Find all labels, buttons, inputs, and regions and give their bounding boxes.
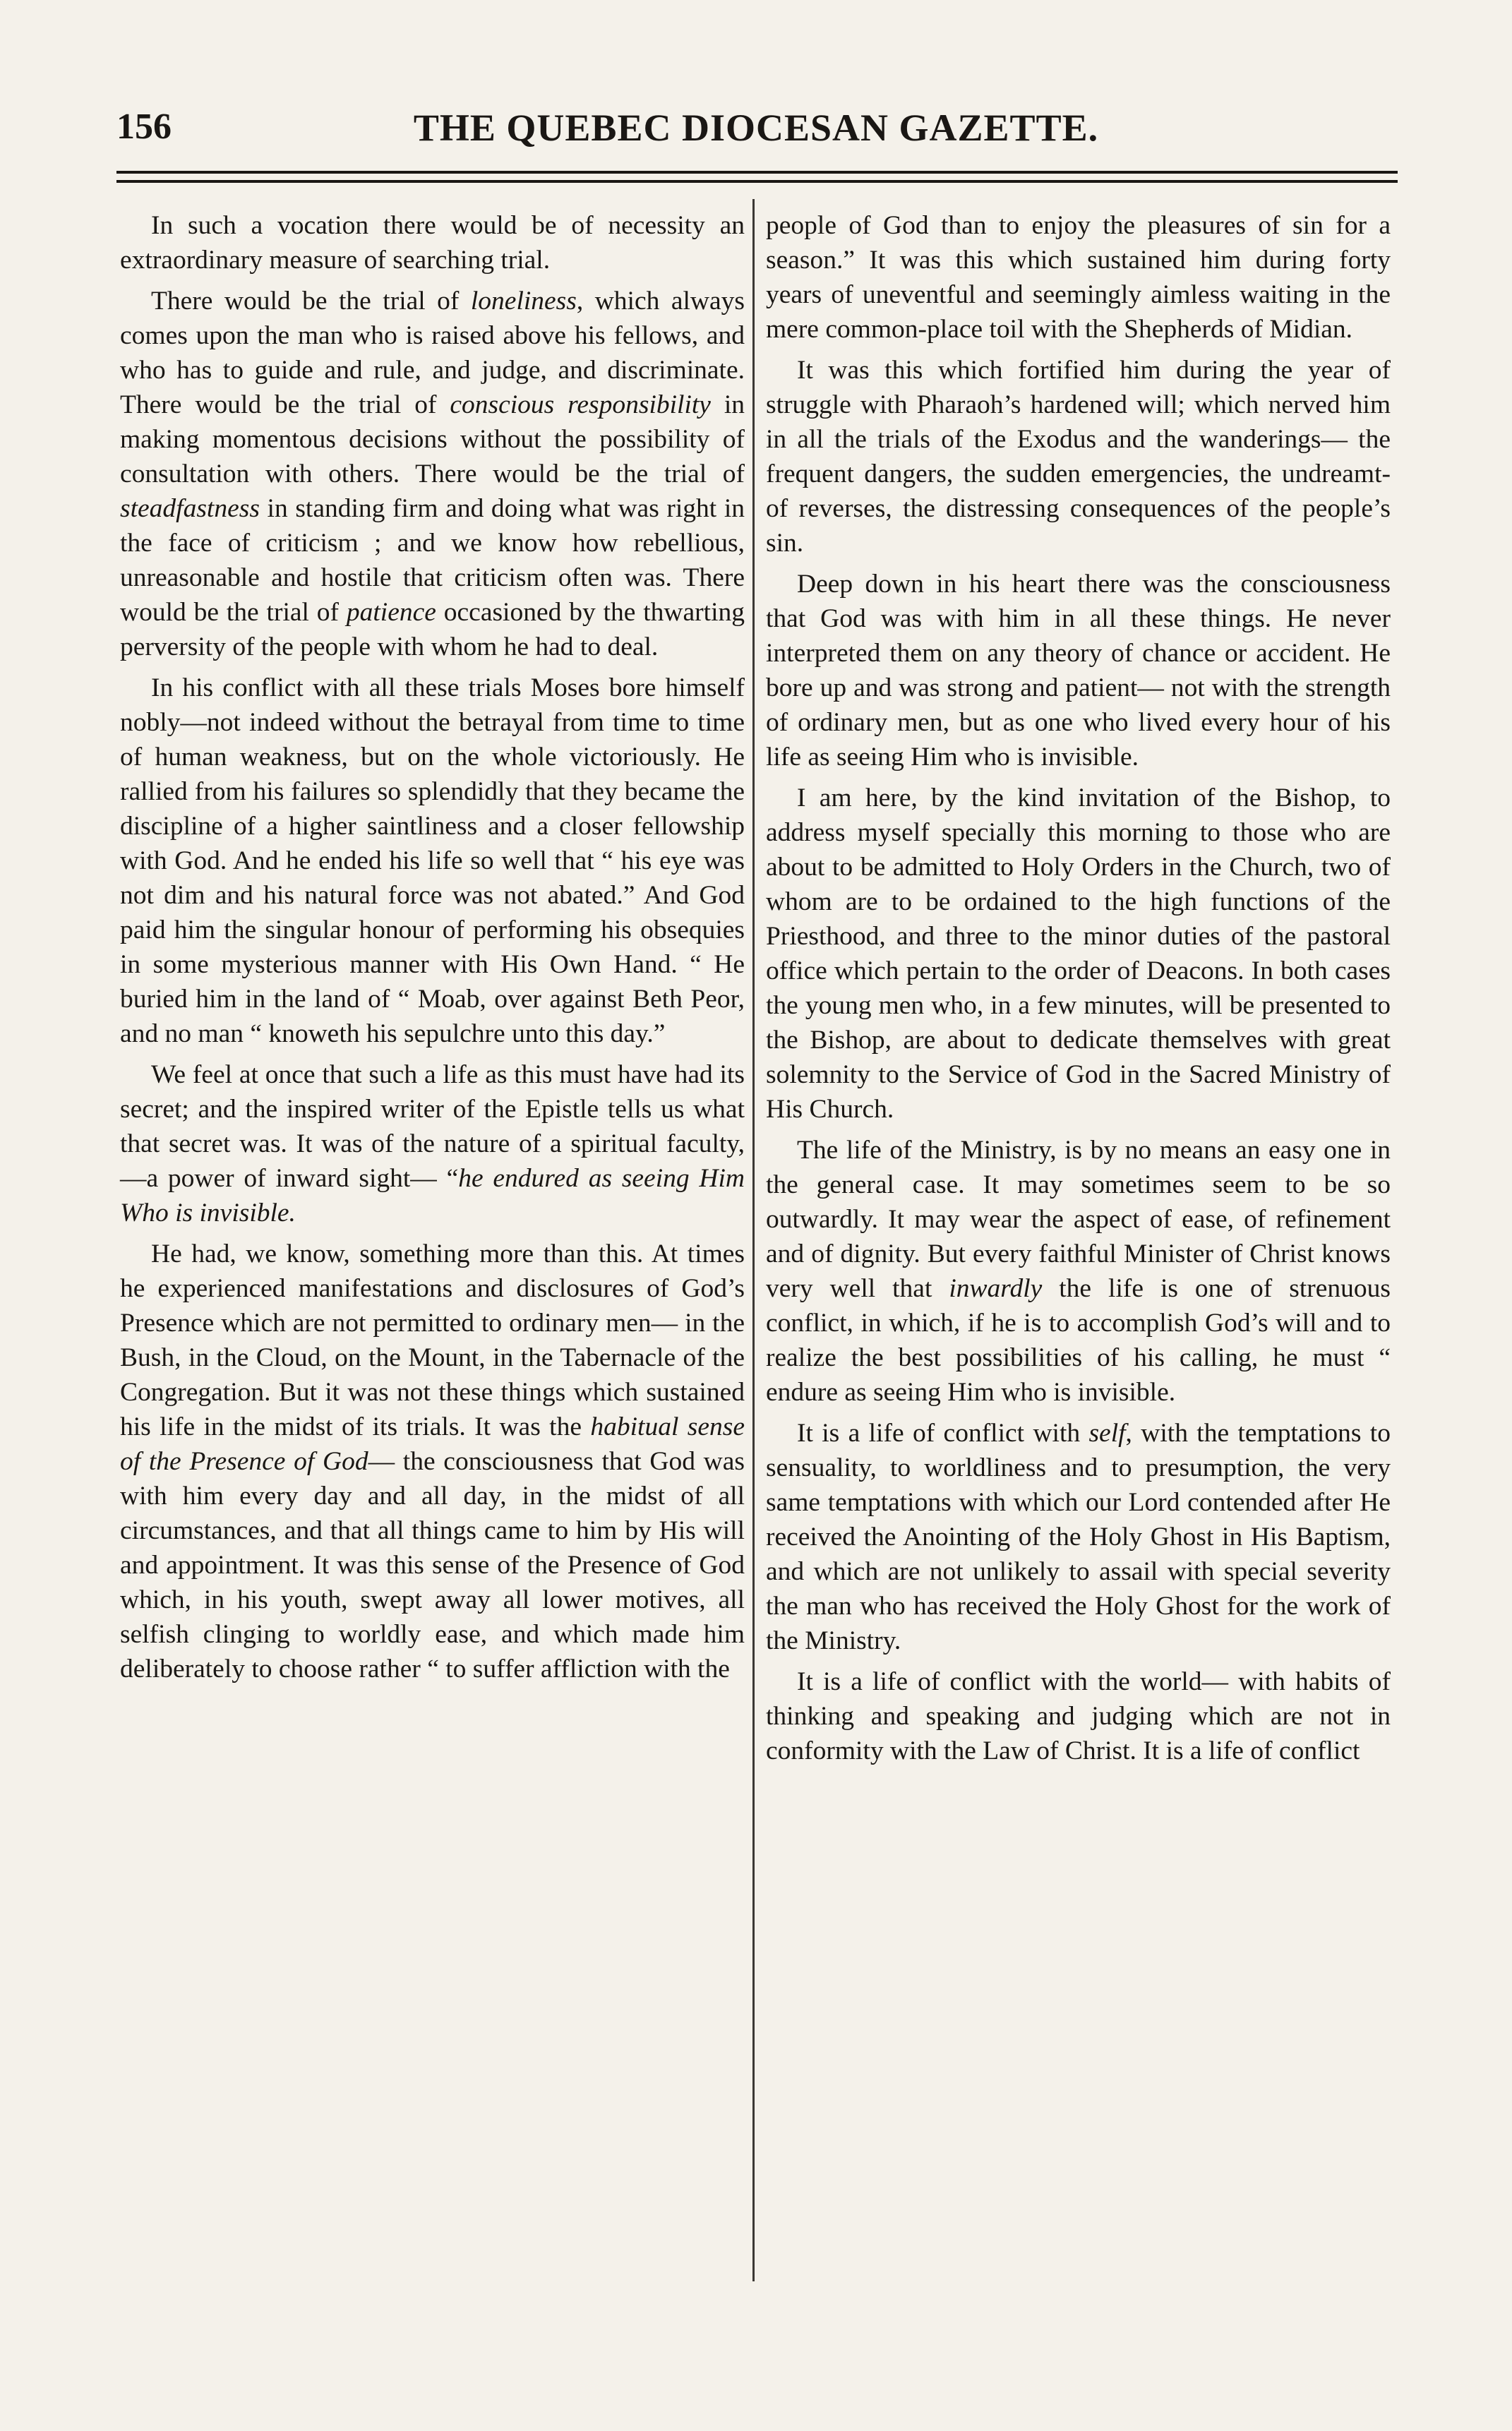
italic-run: self	[1088, 1419, 1126, 1448]
paragraph	[120, 284, 745, 664]
paragraph: It was this which fortified him during the year of struggle with Pharaoh’s hardened will; which nerved him in all the trials of the Exodus and the wanderings— the frequent dangers, the sudden emergencies, the undreamt-of reverses, the distressing consequences of the people’s sin.	[766, 356, 1391, 558]
text-run: occasioned by the thwarting perversity of the people with whom he had to deal.	[120, 598, 745, 661]
text-run: It is a life of conflict with	[797, 1419, 1089, 1448]
text-run: We feel at once that such a life as this must have had its secret; and the inspired writer of the Epistle tells us what that secret was. It was of the nature of a spiritual faculty,—a power of inward sight— “	[120, 1060, 745, 1193]
page-number: 156	[116, 107, 172, 147]
paragraph: people of God than to enjoy the pleasures of sin for a season.” It was this which sustained him during forty years of uneventful and seemingly aimless waiting in the mere common-place toil with the Shepherds of Midian.	[766, 211, 1391, 344]
paragraph	[766, 1133, 1391, 1410]
text-run: There would be the trial of	[151, 287, 471, 316]
text-run: The life of the Ministry, is by no means an easy one in the general case. It may sometimes seem to be so outwardly. It may wear the aspect of ease, of refinement and of dignity. But every faithful Minister of Christ knows very well that	[766, 1136, 1391, 1303]
text-run: the life is one of strenuous conflict, in which, if he is to accomplish God’s will and to realize the best possibilities of his calling, he must “ endure as seeing Him who is invisible.	[766, 1274, 1391, 1407]
text-run: He had, we know, something more than this. At times he experienced manifestations and disclosures of God’s Presence which are not permitted to ordinary men— in the Bush, in the Cloud, on the Mount, in the Tabernacle of the Congregation. But it was not these things which sustained his life in the midst of its trials. It was the	[120, 1239, 745, 1441]
running-head-title: THE QUEBEC DIOCESAN GAZETTE.	[413, 107, 1099, 149]
paragraph	[120, 1237, 745, 1686]
text-run: , with the temptations to sensuality, to worldliness and to presumption, the very same temptations with which our Lord contended after He received the Anointing of the Holy Ghost in His Baptism, and which are not unlikely to assail with special severity the man who has received the Holy Ghost for the work of the Ministry.	[766, 1419, 1391, 1655]
text-run: in making momentous decisions without the possibility of consultation with others. There would be the trial of	[120, 390, 745, 488]
paragraph	[120, 1057, 745, 1230]
italic-run: loneliness	[470, 287, 577, 316]
italic-run: habitual sense of the Presence of God	[120, 1412, 745, 1476]
paragraph: In his conflict with all these trials Moses bore himself nobly—not indeed without the betrayal from time to time of human weakness, but on the whole victoriously. He rallied from his failures so splendidly that they became the discipline of a higher saintliness and a closer fellowship with God. And he ended his life so well that “ his eye was not dim and his natural force was not abated.” And God paid him the singular honour of performing his obsequies in some mysterious manner with His Own Hand. “ He buried him in the land of “ Moab, over against Beth Peor, and no man “ knoweth his sepulchre unto this day.”	[120, 673, 745, 1048]
text-run: — the consciousness that God was with him every day and all day, in the midst of all circumstances, and that all things came to him by His will and appointment. It was this sense of the Presence of God which, in his youth, swept away all lower motives, all selfish clinging to worldly ease, and which made him deliberately to choose rather “ to suffer affliction with the	[120, 1447, 745, 1683]
italic-run: patience	[346, 598, 436, 627]
paragraph: It is a life of conflict with the world— with habits of thinking and speaking and judging which are not in conformity with the Law of Christ. It is a life of conflict	[766, 1667, 1391, 1765]
italic-run: steadfastness	[120, 494, 260, 523]
italic-run: inwardly	[949, 1274, 1043, 1303]
paragraph: In such a vocation there would be of necessity an extraordinary measure of searching trial.	[120, 211, 745, 275]
text-run: in standing firm and doing what was right in the face of criticism ; and we know how rebellious, unreasonable and hostile that criticism often was. There would be the trial of	[120, 494, 745, 627]
header-double-rule	[116, 171, 1398, 189]
italic-run: conscious responsibility	[450, 390, 711, 419]
paragraph	[766, 1416, 1391, 1658]
left-column	[120, 208, 745, 1693]
column-divider	[752, 199, 755, 2281]
text-run: , which always comes upon the man who is raised above his fellows, and who has to guide and rule, and judge, and discriminate. There would be the trial of	[120, 287, 745, 419]
header-rule-bottom	[116, 180, 1398, 183]
italic-run: he endured as seeing Him Who is invisible.	[120, 1164, 745, 1227]
right-column	[766, 208, 1391, 1775]
header-rule-top	[116, 171, 1398, 174]
paragraph: I am here, by the kind invitation of the Bishop, to address myself specially this morning to those who are about to be admitted to Holy Orders in the Church, two of whom are to be ordained to the high functions of the Priesthood, and three to the minor duties of the pastoral office which pertain to the order of Deacons. In both cases the young men who, in a few minutes, will be presented to the Bishop, are about to dedicate themselves with great solemnity to the Service of God in the Sacred Ministry of His Church.	[766, 784, 1391, 1124]
paragraph: Deep down in his heart there was the consciousness that God was with him in all these things. He never interpreted them on any theory of chance or accident. He bore up and was strong and patient— not with the strength of ordinary men, but as one who lived every hour of his life as seeing Him who is invisible.	[766, 570, 1391, 772]
